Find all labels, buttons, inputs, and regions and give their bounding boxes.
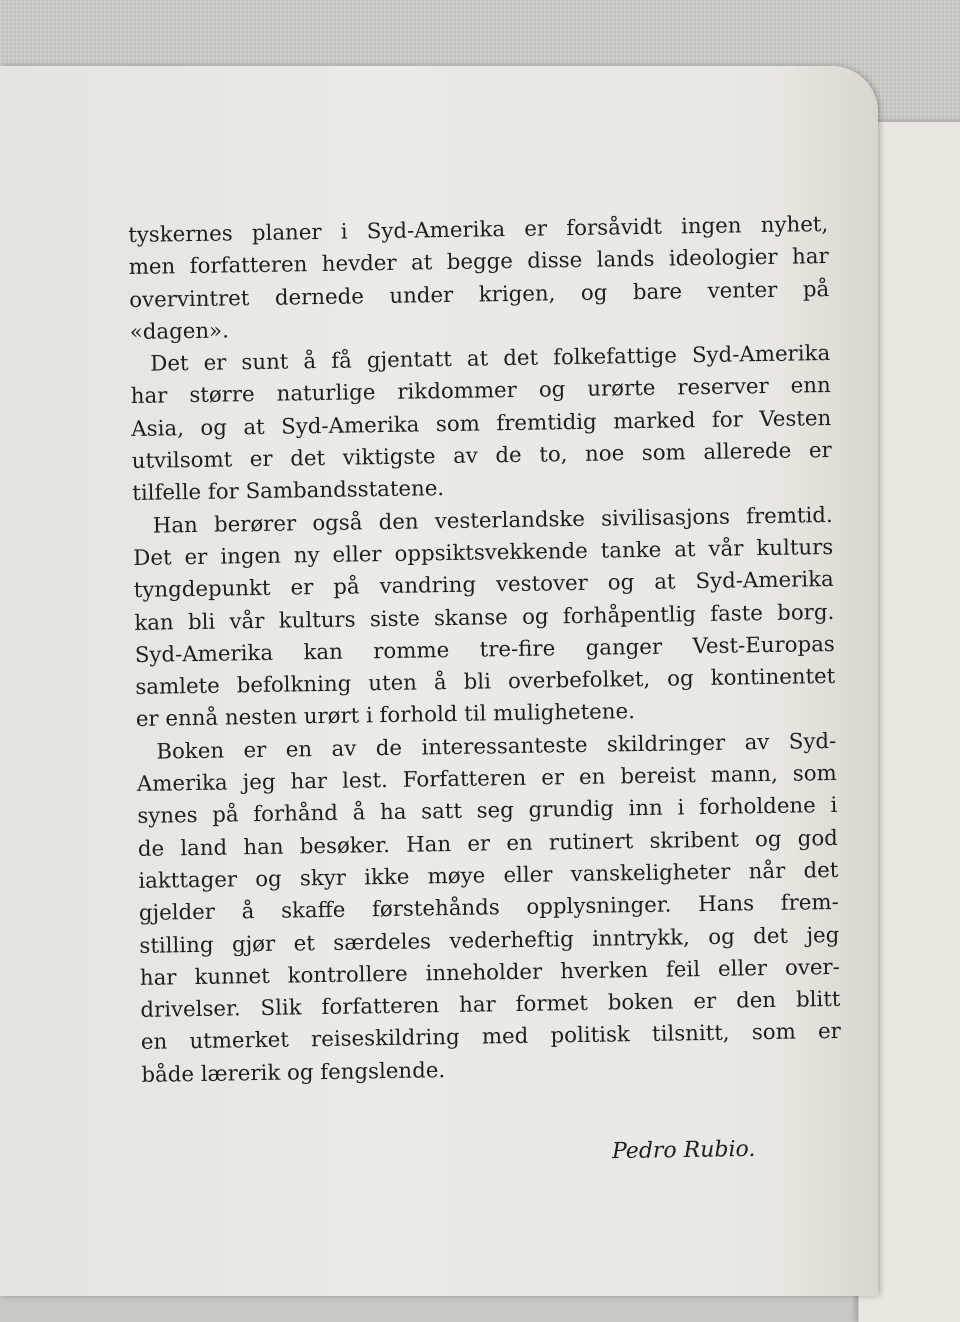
text-line: tilfelle for Sambandsstatene. [132, 476, 445, 507]
text-line: tyngdepunkt er på vandring vestover og at Syd-Amerika [133, 567, 834, 604]
text-line: en utmerket reiseskildring med politisk tilsnitt, som er [140, 1019, 842, 1056]
text-line: er ennå nesten urørt i forhold til mulighetene. [135, 699, 636, 733]
text-line: Syd-Amerika kan romme tre-fire ganger Vest-Europas [134, 631, 835, 668]
text-line: drivelser. Slik forfatteren har formet boken er den blitt [140, 987, 841, 1024]
text-line: Det er sunt å få gjentatt at det folkefattige Syd-Amerika [150, 341, 831, 377]
text-line: overvintret dernede under krigen, og bare venter på [129, 276, 830, 313]
text-line: men forfatteren hevder at begge disse lands ideologier har [128, 244, 829, 281]
text-line: samlete befolkning uten å bli overbefolket, og kontinentet [135, 664, 836, 701]
text-line: har kunnet kontrollere inneholder hverken feil eller over- [139, 954, 841, 991]
text-line: både lærerik og fengslende. [141, 1057, 446, 1088]
text-line: Asia, og at Syd-Amerika som fremtidig marked for Vesten [131, 405, 832, 442]
text-line: «dagen». [129, 318, 230, 345]
text-line: stilling gjør et særdeles vederheftig inntrykk, og det jeg [139, 922, 840, 959]
text-line: synes på forhånd å ha satt seg grundig inn i forholdene i [137, 793, 838, 830]
author-signature: Pedro Rubio. [611, 1136, 756, 1165]
text-line: Boken er en av de interessanteste skildringer av Syd- [156, 728, 837, 765]
text-line: gjelder å skaffe førstehånds opplysninger. Hans frem- [138, 890, 840, 927]
text-line: tyskernes planer i Syd-Amerika er forsåvidt ingen nyhet, [128, 212, 829, 248]
text-line: Det er ingen ny eller oppsiktsvekkende tanke at vår kulturs [133, 534, 834, 571]
text-line: Amerika jeg har lest. Forfatteren er en bereist mann, som [136, 760, 837, 797]
text-line: utvilsomt er det viktigste av de to, noe som allerede er [131, 438, 832, 475]
text-line: Han berører også den vesterlandske sivilisasjons fremtid. [152, 502, 833, 539]
text-line: iakttager og skyr ikke møye eller vanskeligheter når det [138, 857, 839, 894]
text-line: de land han besøker. Han er en rutinert skribent og god [137, 825, 838, 862]
text-line: kan bli vår kulturs siste skanse og forhåpentlig faste borg. [134, 599, 835, 636]
article-text [128, 209, 842, 1092]
text-line: har større naturlige rikdommer og urørte reserver enn [130, 373, 831, 410]
